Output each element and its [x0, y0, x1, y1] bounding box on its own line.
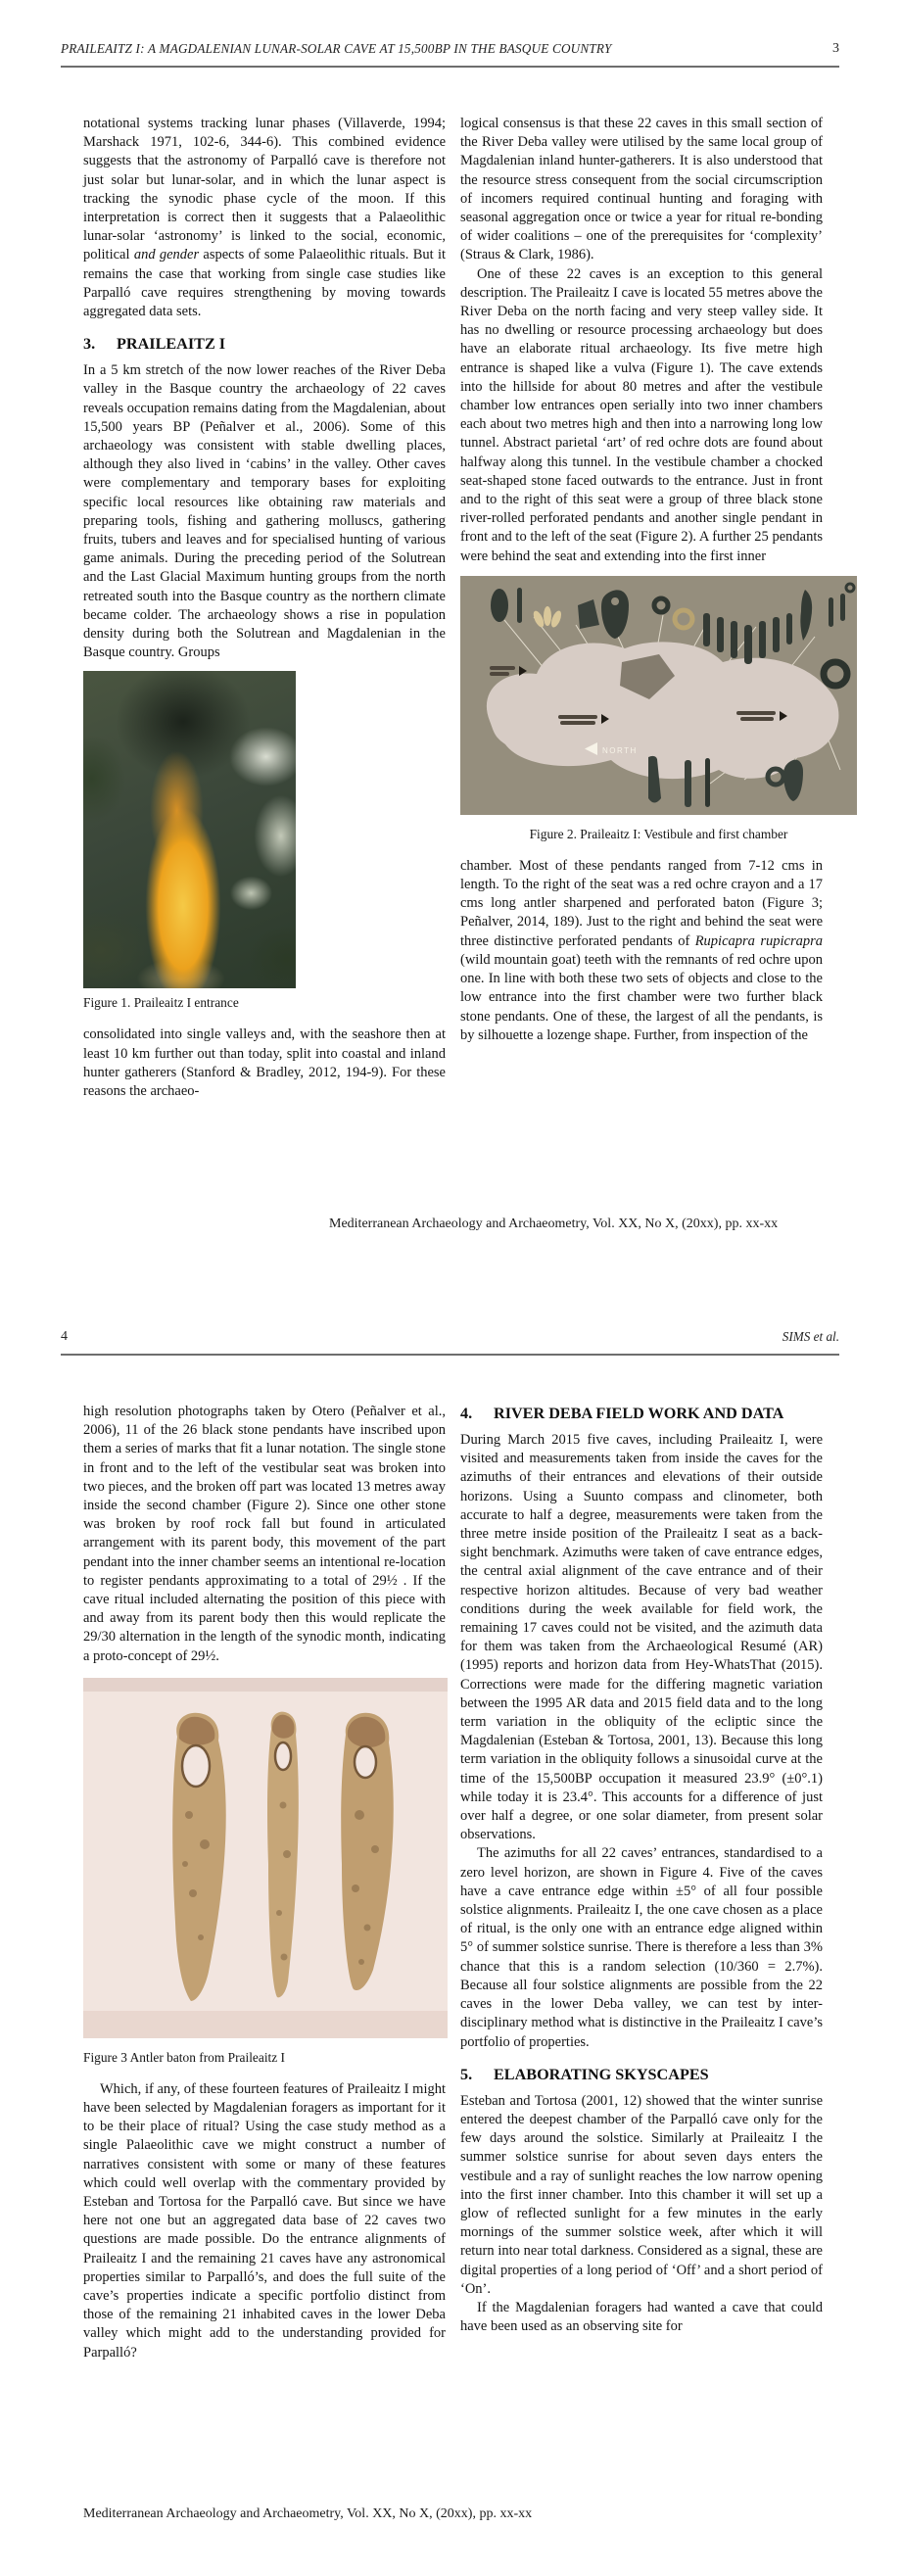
paragraph: During March 2015 five caves, including Praileaitz I, were visited and measurements taken from inside the caves for the azimuths of their entrances and elevations of their outside horizons. Using a Suunto compass and clinometer, both accurate to half a degree, measurements were taken from the three metre inside position of the Praileaitz I seat as a back-sight benchmark. Azimuths were taken of cave entrance edges, the central axial alignment of the cave entrance and of their respective horizon altitudes. Because of very bad weather conditions during the week available for field work, the remaining 17 caves could not be visited, and the azimuth data for them was taken from the Archaeological Resumé (AR) (1995) reports and horizon data from Hey-WhatsThat (2015). Corrections were made for the differing magnetic variation between the 1995 AR data and 2015 field data and to the long term variation in the obliquity of the ecliptic since the Magdalenian (Esteban & Tortosa, 2001, 13). Because this long term variation in the obliquity follows a sinusoidal curve at the time of the 15,500BP occupation it measured 23.9° (±0°.1) while today it is 23.4°. This accounts for a difference of just over half a degree, or one solar diameter, from present solar observations. — [460, 1432, 823, 1843]
section-number: 4. — [460, 1405, 473, 1422]
section-title: ELABORATING SKYSCAPES — [494, 2065, 709, 2083]
paragraph: high resolution photographs taken by Otero (Peñalver et al., 2006), 11 of the 26 black stone pendants have inscribed upon them a series of marks that fit a lunar notation. The single stone in front and to the left of the vestibular seat was broken into two pieces, and the broken off part was located 13 metres away inside the second chamber (Figure 2). Since one other stone was broken by roof rock fall but found in articulated arrangement with its parent body, this movement of the part pendant into the inner chamber seems an intentional re-location to register pendants approximating to a total of 29½ . If the cave ritual included alternating the position of this piece with and away from its parent body then this would replicate the 29/30 alternation in the length of the synodic month, indicating a proto-concept of 29½. — [83, 1404, 446, 1664]
journal-footer: Mediterranean Archaeology and Archaeometry, Vol. XX, No X, (20xx), pp. xx-xx — [83, 2506, 533, 2521]
figure-3-caption: Figure 3 Antler baton from Praileaitz I — [83, 2049, 286, 2065]
fig2-north-label: NORTH — [602, 745, 638, 755]
running-head-title: PRAILEAITZ I: A MAGDALENIAN LUNAR-SOLAR CAVE AT 15,500BP IN THE BASQUE COUNTRY — [61, 41, 612, 56]
paragraph: consolidated into single valleys and, with the seashore then at least 10 km further out than today, split into coastal and inland hunter gatherers (Stanford & Bradley, 2012, 194-9). For these reasons the archaeo- — [83, 1026, 446, 1100]
paragraph: In a 5 km stretch of the now lower reaches of the River Deba valley in the Basque country the archaeology of 22 caves reveals occupation remains dating from the Magdalenian, about 15,500 years BP (Peñalver et al., 2006). Some of this archaeology was consistent with stable dwelling places, although they also lived in ‘cabins’ in the valley. Other caves were complementary and temporary bases for exploiting specific local resources like obtaining raw materials and preparing tools, fishing and gathering molluscs, gathering fruits, tubers and leaves and for specialised hunting of various game animals. During the preceding period of the Solutrean and the Last Glacial Maximum hunting groups from the north retreated south into the Basque country as the northern climate became colder. The archaeology shows a rise in population density during both the Solutrean and Magdalenian in the Basque country. Groups — [83, 362, 446, 661]
figure-3-image — [83, 1678, 448, 2038]
figure-2 — [460, 576, 857, 842]
section-title: RIVER DEBA FIELD WORK AND DATA — [494, 1405, 784, 1422]
page-3-running-head — [61, 41, 839, 68]
section-title: PRAILEAITZ I — [117, 335, 226, 354]
figure-2-image — [460, 576, 857, 815]
figure-1-image — [83, 671, 296, 988]
page-3-body — [83, 115, 823, 1101]
paragraph: If the Magdalenian foragers had wanted a cave that could have been used as an observing site for — [460, 2299, 823, 2335]
paragraph: Esteban and Tortosa (2001, 12) showed that the winter sunrise entered the deepest chamber of the Parpalló cave only for the few days around the solstice. Similarly at Praileaitz I the summer solstice sunrise for about seven days enters the vestibule and a ray of sunlight reaches the low narrow opening into the first inner chamber. Into this chamber it will set up a glow of reflected sunlight for a few minutes in the early mornings of the summer solstice week, after which it will return into near total darkness. Considered as a signal, these are digital properties of a long period of ‘Off’ and a short period of ‘On’. — [460, 2092, 823, 2297]
section-heading-3 — [83, 335, 446, 354]
figure-1 — [83, 671, 446, 1011]
page-number: 4 — [61, 1329, 68, 1344]
page-3-left-column — [83, 115, 446, 1101]
section-heading-5 — [460, 2066, 823, 2084]
figure-2-caption: Figure 2. Praileaitz I: Vestibule and first chamber — [529, 826, 788, 841]
page-4-body — [83, 1403, 823, 2362]
page-3-right-column — [460, 115, 823, 1101]
paragraph: One of these 22 caves is an exception to this general description. The Praileaitz I cave is located 55 metres above the River Deba on the north facing and very steep valley side. It has no dwelling or resource processing archaeology but does have an elaborate ritual archaeology. Its five metre high entrance is shaped like a vulva (Figure 1). The cave extends into the hillside for about 80 metres and after the vestibule chamber low entrances open serially into two inner chambers each about two metres high and then into a narrowing long low tunnel. Abstract parietal ‘art’ of red ochre dots are found about halfway along this tunnel. In the vestibule chamber a chocked seat-shaped stone faced outwards to the entrance. Just in front and to the right of this seat were a group of three black stone river-rolled perforated pendants and another single pendant in front and to the left of the seat (Figure 2). A further 25 pendants were behind the seat and extending into the first inner — [460, 265, 823, 564]
paragraph: The azimuths for all 22 caves’ entrances, standardised to a zero level horizon, are shown in Figure 4. Five of the caves have a cave entrance edge within ±5° of all four possible solstice alignments. Praileaitz I, the one cave chosen as a place of ritual, is the only one with an entrance edge aligned within 5° of summer solstice sunrise. There is therefore a less than 3% chance that this is a random selection (10/360 = 2.7%). Because all four solstice alignments are possible from the 22 caves in the lower Deba valley, we can test by inter-disciplinary method what is distinctive in the Praileaitz I cave’s portfolio of properties. — [460, 1845, 823, 2050]
page-number: 3 — [832, 41, 839, 56]
figure-1-caption: Figure 1. Praileaitz I entrance — [83, 995, 239, 1011]
paragraph: notational systems tracking lunar phases (Villaverde, 1994; Marshack 1971, 102-6, 344-6). This combined evidence suggests that the astronomy of Parpalló cave is therefore not just solar but lunar-solar, and in which the lunar aspect is tracking the synodic phase cycle of the moon. If this interpretation is correct then it suggests that a Palaeolithic lunar-solar ‘astronomy’ is linked to the social, economic, political and gender aspects of some Palaeolithic rituals. But it remains the case that working from single case studies like Parpalló cave requires strengthening by moving towards aggregated data sets. — [83, 116, 447, 320]
section-number: 5. — [460, 2065, 473, 2083]
page-4-left-column — [83, 1403, 446, 2362]
figure-3 — [83, 1678, 446, 2066]
page-4-running-head — [61, 1329, 839, 1356]
paragraph: chamber. Most of these pendants ranged from 7-12 cms in length. To the right of the seat was a red ochre crayon and a 17 cms long antler sharpened and perforated baton (Figure 3; Peñalver, 2014, 189). Just to the right and behind the seat were three distinctive perforated pendants of Rupicapra rupicrapra (wild mountain goat) teeth with the remnants of red ochre upon one. In line with both these two sets of objects and close to the low entrance into the first chamber were two further black stone pendants. One of these, the largest of all the pendants, is by silhouette a lozenge shape. Further, from inspection of the — [460, 857, 823, 1043]
paragraph: logical consensus is that these 22 caves in this small section of the River Deba valley were utilised by the same local group of Magdalenian inland hunter-gatherers. It is also understood that the resource stress consequent from the social circumscription of incomers required continual hunting and foraging with seasonal aggregation once or twice a year for ritual re-bonding of wider coalitions – one of the prerequisites for ‘complexity’ (Straus & Clark, 1986). — [460, 116, 823, 263]
section-heading-4 — [460, 1405, 823, 1423]
journal-footer: Mediterranean Archaeology and Archaeometry, Vol. XX, No X, (20xx), pp. xx-xx — [329, 1216, 779, 1231]
page-4 — [0, 1288, 901, 2576]
paragraph: Which, if any, of these fourteen features of Praileaitz I might have been selected by Magdalenian foragers as important for it to be their place of ritual? Using the case study method as a single Palaeolithic cave we might construct a number of narratives consistent with some or many of these features which could well overlap with the commentary provided by Esteban and Tortosa for the Parpalló cave. But since we have here not one but an aggregated data base of 22 caves two questions are made possible. Do the entrance alignments of Praileaitz I and the remaining 21 caves have any astronomical properties similar to Parpalló’s, and does the full suite of the cave’s properties indicate a specific portfolio distinct from those of the remaining 21 inhabited caves in the lower Deba valley which might add to the understanding provided for Parpalló? — [83, 2080, 446, 2361]
page-4-right-column — [460, 1403, 823, 2362]
section-number: 3. — [83, 335, 96, 354]
running-head-authors: SIMS et al. — [782, 1329, 839, 1344]
